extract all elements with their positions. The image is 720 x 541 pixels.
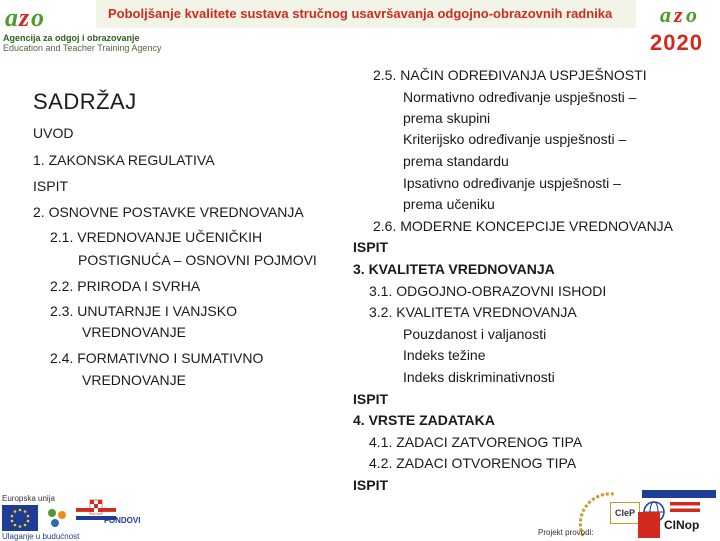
svg-text:o: o <box>686 2 697 26</box>
toc-item: VREDNOVANJE <box>82 372 186 388</box>
svg-text:z: z <box>674 2 683 26</box>
svg-text:z: z <box>19 3 30 32</box>
toc-item: ISPIT <box>33 178 69 194</box>
esf-logo-icon <box>44 505 72 531</box>
header <box>0 0 720 56</box>
azoo-small-logo-icon <box>650 2 716 26</box>
toc-item: 4.2. ZADACI OTVORENOG TIPA <box>369 455 577 471</box>
funds-label: FONDOVI <box>104 516 141 525</box>
toc-item: prema učeniku <box>403 196 495 212</box>
toc-item: Indeks diskriminativnosti <box>403 369 555 385</box>
toc-item: prema standardu <box>403 153 509 169</box>
svg-text:o: o <box>31 3 44 32</box>
footer-funding-logos <box>0 492 160 540</box>
svg-text:a: a <box>5 3 18 32</box>
toc-item: Indeks težine <box>403 347 486 363</box>
toc-item: ISPIT <box>353 477 389 493</box>
partner-cinop: CINop <box>664 518 700 532</box>
page-title: SADRŽAJ <box>33 89 137 114</box>
toc-item: prema skupini <box>403 110 491 126</box>
toc-item: POSTIGNUĆA – OSNOVNI POJMOVI <box>78 252 317 268</box>
toc-item: 2.6. MODERNE KONCEPCIJE VREDNOVANJA <box>373 218 674 234</box>
austria-flag <box>670 502 700 512</box>
toc-item: 2.3. UNUTARNJE I VANJSKO <box>50 303 237 319</box>
svg-text:a: a <box>660 2 671 26</box>
toc-item: 2.4. FORMATIVNO I SUMATIVNO <box>50 350 264 366</box>
year-label: 2020 <box>650 30 703 55</box>
toc-item: UVOD <box>33 125 74 141</box>
partner-ciep: CIeP <box>610 502 640 524</box>
toc-item: 1. ZAKONSKA REGULATIVA <box>33 152 215 168</box>
toc-item: Kriterijsko određivanje uspješnosti – <box>403 131 627 147</box>
toc-item: Pouzdanost i valjanosti <box>403 326 547 342</box>
toc-item: ISPIT <box>353 391 389 407</box>
toc-item: 2.1. VREDNOVANJE UČENIČKIH <box>50 229 263 245</box>
agency-logo-icon <box>3 2 45 32</box>
toc-item: Ipsativno određivanje uspješnosti – <box>403 175 621 191</box>
toc-item: 3.2. KVALITETA VREDNOVANJA <box>369 304 577 320</box>
agency-name-hr: Agencija za odgoj i obrazovanje <box>3 33 140 43</box>
toc-item: 4. VRSTE ZADATAKA <box>353 412 495 428</box>
footer-implementer-logos <box>530 484 720 540</box>
toc-item: 2.5. NAČIN ODREĐIVANJA USPJEŠNOSTI <box>373 67 647 83</box>
project-banner: Poboljšanje kvalitete sustava stručnog usavršavanja odgojno-obrazovnih radnika <box>108 6 613 21</box>
toc-item: 2. OSNOVNE POSTAVKE VREDNOVANJA <box>33 204 304 220</box>
toc-item: 3.1. ODGOJNO-OBRAZOVNI ISHODI <box>369 283 607 299</box>
toc-item: 3. KVALITETA VREDNOVANJA <box>353 261 555 277</box>
logo-2020 <box>650 2 716 55</box>
toc-item: ISPIT <box>353 239 389 255</box>
toc-item: 4.1. ZADACI ZATVORENOG TIPA <box>369 434 583 450</box>
eu-flag-icon <box>2 505 38 531</box>
project-label: Projekt provodi: <box>538 528 594 537</box>
eu-motto: Ulaganje u budućnost <box>2 532 80 541</box>
toc-item: Normativno određivanje uspješnosti – <box>403 89 637 105</box>
toc-item: 2.2. PRIRODA I SVRHA <box>50 278 201 294</box>
eu-label: Europska unija <box>2 494 55 503</box>
cinop-logo-mark <box>638 512 660 538</box>
toc-item: VREDNOVANJE <box>82 324 186 340</box>
kulturkontakt-bar <box>642 490 716 498</box>
agency-name-en: Education and Teacher Training Agency <box>3 43 162 53</box>
